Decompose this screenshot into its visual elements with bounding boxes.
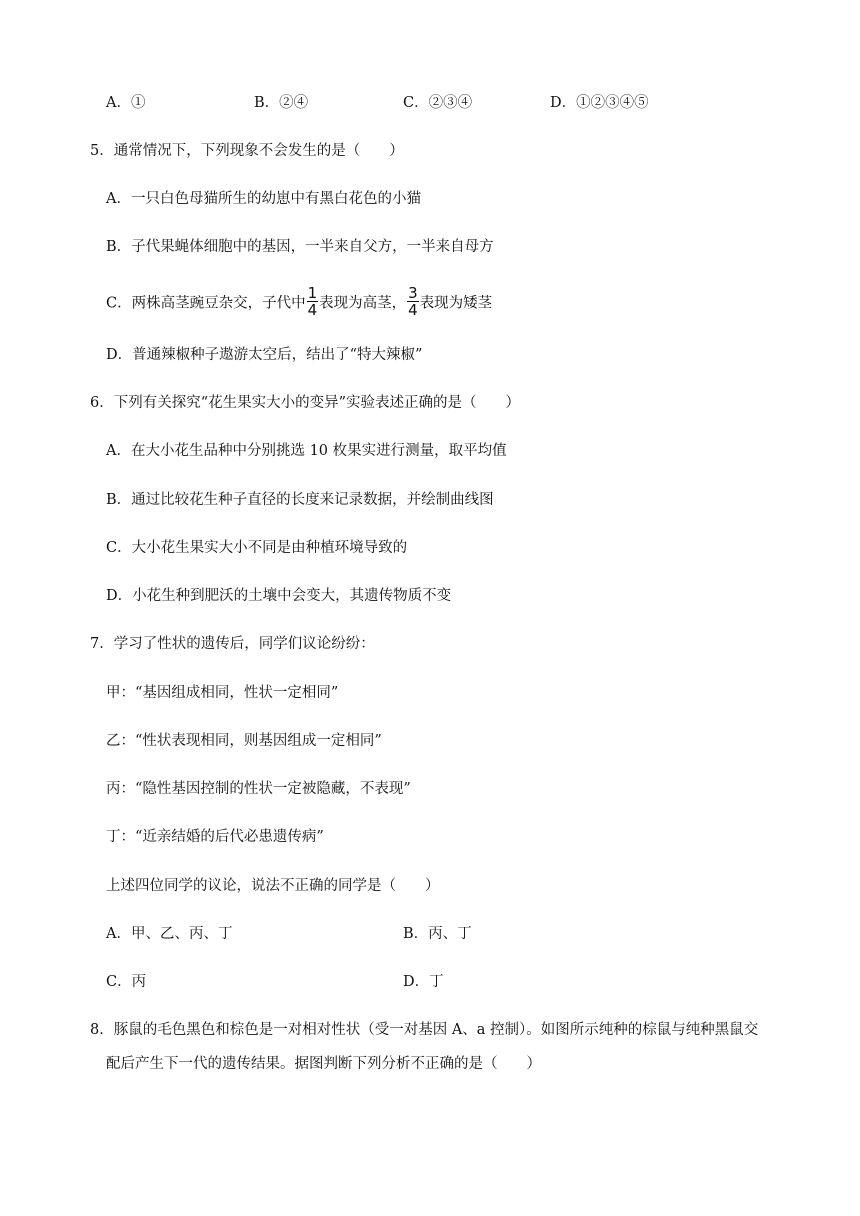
q5-option-c-suffix: 表现为矮茎 (419, 295, 493, 312)
fraction-three-quarters (407, 285, 419, 318)
q7-statement-yi: 乙：“性状表现相同，则基因组成一定相同” (106, 733, 382, 749)
q4-option-a[interactable]: A．① (106, 95, 146, 111)
q4-option-c[interactable]: C．②③④ (403, 95, 473, 111)
q7-option-d[interactable]: D．丁 (403, 974, 444, 990)
fraction-denominator: 4 (307, 301, 318, 319)
fraction-one-quarter (307, 285, 319, 318)
q7-option-a[interactable]: A．甲、乙、丙、丁 (106, 926, 233, 942)
q7-statement-jia: 甲：“基因组成相同，性状一定相同” (106, 685, 339, 701)
q5-option-a[interactable]: A．一只白色母猫所生的幼崽中有黑白花色的小猫 (106, 191, 421, 207)
q5-option-b[interactable]: B．子代果蝇体细胞中的基因，一半来自父方，一半来自母方 (106, 239, 494, 255)
q5-option-c-mid: 表现为高茎， (319, 295, 407, 312)
fraction-denominator: 4 (408, 301, 418, 319)
q5-stem: 5．通常情况下，下列现象不会发生的是（ ） (90, 143, 404, 159)
q5-option-c-prefix: C．两株高茎豌豆杂交，子代中 (106, 295, 306, 312)
q7-stem: 7．学习了性状的遗传后，同学们议论纷纷： (90, 636, 375, 652)
q6-option-b[interactable]: B．通过比较花生种子直径的长度来记录数据，并绘制曲线图 (106, 492, 494, 508)
q6-stem: 6．下列有关探究“花生果实大小的变异”实验表述正确的是（ ） (90, 395, 521, 411)
q8-stem-line2: 配后产生下一代的遗传结果。据图判断下列分析不正确的是（ ） (106, 1056, 541, 1072)
fraction-numerator: 1 (307, 284, 318, 302)
q7-question: 上述四位同学的议论，说法不正确的同学是（ ） (106, 878, 440, 894)
q5-option-d[interactable]: D．普通辣椒种子遨游太空后，结出了“特大辣椒” (106, 347, 423, 363)
q8-stem-line1: 8．豚鼠的毛色黑色和棕色是一对相对性状（受一对基因 A、a 控制）。如图所示纯种的棕鼠与纯种黑鼠交 (90, 1022, 759, 1038)
q5-option-c[interactable] (106, 284, 493, 320)
q6-option-d[interactable]: D．小花生种到肥沃的土壤中会变大，其遗传物质不变 (106, 588, 452, 604)
q6-option-c[interactable]: C．大小花生果实大小不同是由种植环境导致的 (106, 540, 408, 556)
q7-option-b[interactable]: B．丙、丁 (403, 926, 472, 942)
fraction-numerator: 3 (408, 284, 418, 302)
q7-statement-ding: 丁：“近亲结婚的后代必患遗传病” (106, 829, 324, 845)
q6-option-a[interactable]: A．在大小花生品种中分别挑选 10 枚果实进行测量，取平均值 (106, 443, 507, 459)
q7-statement-bing: 丙：“隐性基因控制的性状一定被隐藏，不表现” (106, 781, 411, 797)
q4-option-d[interactable]: D．①②③④⑤ (550, 95, 649, 111)
q4-option-b[interactable]: B．②④ (254, 95, 309, 111)
q7-option-c[interactable]: C．丙 (106, 974, 147, 990)
